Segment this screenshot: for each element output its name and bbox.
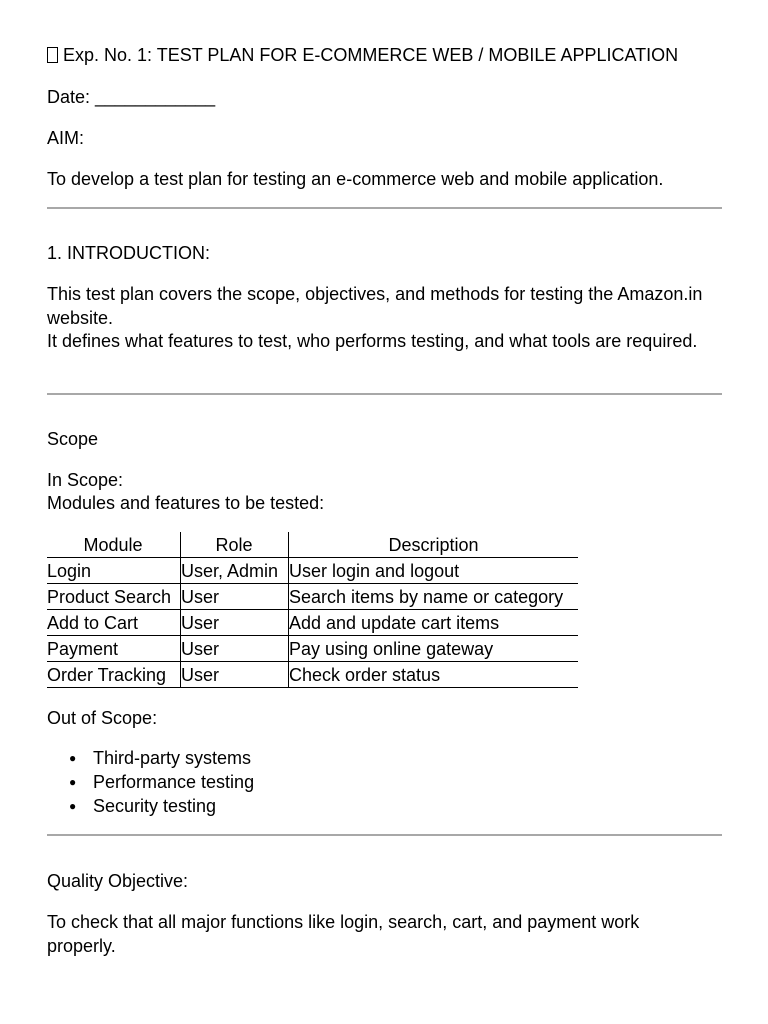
cell-description: User login and logout xyxy=(289,558,579,584)
cell-role: User xyxy=(181,584,289,610)
cell-role: User xyxy=(181,636,289,662)
list-item: ● Third-party systems xyxy=(69,748,252,768)
out-of-scope-label: Out of Scope: xyxy=(47,708,158,728)
introduction-paragraph-1: This test plan covers the scope, objectives, and methods for testing the Amazon.in website. xyxy=(47,284,703,328)
aim-heading: AIM: xyxy=(47,128,85,148)
out-of-scope-list xyxy=(47,746,254,818)
table-row xyxy=(47,636,578,662)
list-item: ● Performance testing xyxy=(69,772,255,792)
table-row xyxy=(47,584,578,610)
horizontal-rule xyxy=(47,207,722,209)
column-header-description: Description xyxy=(289,532,579,558)
modules-table xyxy=(47,532,578,688)
introduction-paragraph-2: It defines what features to test, who performs testing, and what tools are required. xyxy=(47,331,698,351)
cell-description: Pay using online gateway xyxy=(289,636,579,662)
modules-label: Modules and features to be tested: xyxy=(47,493,325,513)
introduction-heading: 1. INTRODUCTION: xyxy=(47,243,211,263)
bullet-icon: ● xyxy=(69,751,77,765)
table-row xyxy=(47,558,578,584)
cell-role: User xyxy=(181,610,289,636)
in-scope-label: In Scope: xyxy=(47,470,124,490)
bullet-icon: ● xyxy=(69,775,77,789)
quality-objective-heading: Quality Objective: xyxy=(47,871,189,891)
missing-glyph-icon xyxy=(47,47,58,63)
cell-module: Login xyxy=(47,558,181,584)
bullet-icon: ● xyxy=(69,799,77,813)
experiment-title-text: Exp. No. 1: TEST PLAN FOR E-COMMERCE WEB / MOBILE APPLICATION xyxy=(63,45,679,65)
cell-role: User, Admin xyxy=(181,558,289,584)
scope-heading: Scope xyxy=(47,429,99,449)
cell-module: Payment xyxy=(47,636,181,662)
column-header-module: Module xyxy=(47,532,181,558)
table-header-row xyxy=(47,532,578,558)
date-line: Date: ____________ xyxy=(47,87,216,107)
horizontal-rule xyxy=(47,834,722,836)
table-row xyxy=(47,610,578,636)
cell-role: User xyxy=(181,662,289,688)
aim-text: To develop a test plan for testing an e-commerce web and mobile application. xyxy=(47,169,664,189)
cell-module: Order Tracking xyxy=(47,662,181,688)
cell-description: Check order status xyxy=(289,662,579,688)
cell-module: Add to Cart xyxy=(47,610,181,636)
cell-description: Search items by name or category xyxy=(289,584,579,610)
horizontal-rule xyxy=(47,393,722,395)
cell-module: Product Search xyxy=(47,584,181,610)
column-header-role: Role xyxy=(181,532,289,558)
quality-objective-text: To check that all major functions like login, search, cart, and payment work properly. xyxy=(47,912,640,956)
experiment-title xyxy=(47,43,678,67)
list-item: ● Security testing xyxy=(69,796,217,816)
table-row xyxy=(47,662,578,688)
cell-description: Add and update cart items xyxy=(289,610,579,636)
